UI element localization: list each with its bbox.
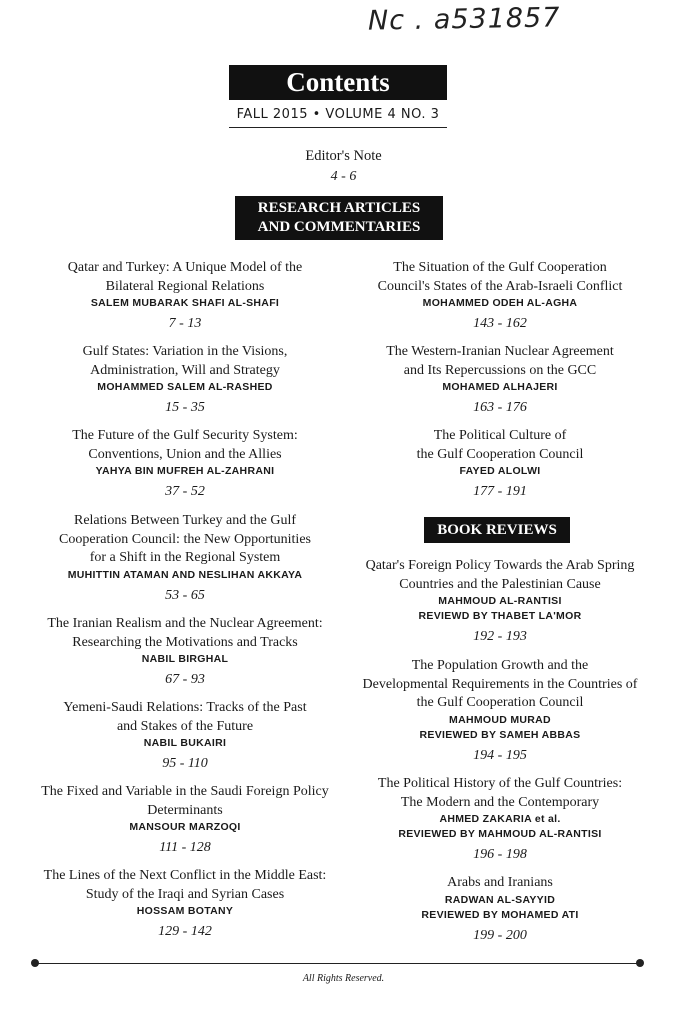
toc-entry	[345, 557, 655, 646]
entry-pages: 177 - 191	[473, 484, 527, 499]
entry-author: MOHAMMED SALEM AL-RASHED	[97, 381, 273, 393]
entry-title-line: Study of the Iraqi and Syrian Cases	[85, 886, 285, 902]
toc-entry	[30, 259, 340, 333]
toc-entry	[30, 615, 340, 689]
entry-author: MUHITTIN ATAMAN AND NESLIHAN AKKAYA	[67, 568, 303, 581]
book-reviews-header: BOOK REVIEWS	[424, 517, 570, 543]
entry-author: MOHAMED ALHAJERI	[442, 381, 558, 393]
entry-pages: 111 - 128	[159, 840, 211, 855]
entry-author: SALEM MUBARAK SHAFI AL-SHAFI	[90, 297, 280, 309]
entry-title-line: The Population Growth and the	[411, 658, 589, 673]
entry-title-line: Relations Between Turkey and the Gulf	[73, 513, 297, 528]
toc-entry	[30, 699, 340, 773]
entry-reviewer: REVIEWED BY MOHAMED ATI	[421, 908, 579, 921]
entry-pages: 192 - 193	[473, 629, 527, 644]
entry-title-line: The Political History of the Gulf Countries:	[377, 776, 623, 791]
entry-title-line: The Western-Iranian Nuclear Agreement	[386, 344, 614, 359]
entry-title-line: and Its Repercussions on the GCC	[403, 362, 597, 378]
entry-title-line: The Political Culture of	[433, 428, 567, 443]
entry-title-line: for a Shift in the Regional System	[89, 550, 281, 565]
editors-note-title: Editor's Note	[305, 148, 382, 164]
entry-title-line: The Future of the Gulf Security System:	[72, 428, 298, 443]
entry-title-line: The Modern and the Contemporary	[400, 794, 600, 810]
toc-entry	[30, 783, 340, 857]
entry-title-line: Developmental Requirements in the Countries of	[362, 676, 638, 692]
entry-reviewer: REVIEWD BY THABET LA'MOR	[418, 610, 582, 622]
entry-author: RADWAN AL-SAYYID	[444, 893, 556, 906]
footer-divider	[34, 963, 640, 964]
handwritten-catalog-number: Nc . a531857	[367, 2, 561, 37]
entry-pages: 143 - 162	[473, 316, 527, 331]
entry-title-line: Countries and the Palestinian Cause	[399, 576, 601, 592]
research-section-header	[235, 196, 443, 240]
entry-title-line: The Fixed and Variable in the Saudi Foreign Policy	[41, 784, 329, 799]
entry-pages: 7 - 13	[168, 316, 202, 331]
entry-title-line: Conventions, Union and the Allies	[88, 446, 282, 462]
entry-pages: 129 - 142	[158, 924, 212, 939]
entry-author: NABIL BUKAIRI	[143, 737, 227, 749]
entry-pages: 194 - 195	[473, 747, 527, 763]
entry-pages: 95 - 110	[162, 756, 208, 771]
toc-entry	[30, 512, 340, 605]
divider-dot-left	[31, 959, 39, 967]
entry-author: MAHMOUD AL-RANTISI	[438, 595, 562, 607]
entry-title-line: Cooperation Council: the New Opportunities	[59, 531, 311, 547]
entry-author: HOSSAM BOTANY	[136, 905, 234, 917]
contents-title: Contents	[229, 65, 447, 100]
entry-pages: 199 - 200	[473, 927, 527, 943]
research-section-line1: RESEARCH ARTICLES	[257, 200, 421, 216]
toc-entry	[345, 259, 655, 333]
entry-author: MAHMOUD MURAD	[449, 713, 551, 726]
divider-dot-right	[636, 959, 644, 967]
entry-pages: 163 - 176	[473, 400, 527, 415]
research-section-line2: AND COMMENTARIES	[257, 219, 421, 235]
entry-title-line: the Gulf Cooperation Council	[416, 446, 584, 462]
entry-title-line: Qatar and Turkey: A Unique Model of the	[67, 260, 303, 275]
toc-entry	[345, 657, 655, 765]
toc-entry	[30, 427, 340, 501]
toc-entry	[30, 343, 340, 417]
entry-title-line: The Situation of the Gulf Cooperation	[393, 260, 607, 275]
entry-reviewer: REVIEWED BY MAHMOUD AL-RANTISI	[398, 828, 602, 840]
rights-notice: All Rights Reserved.	[302, 973, 385, 984]
editors-note-pages: 4 - 6	[330, 169, 357, 184]
entry-title-line: The Lines of the Next Conflict in the Middle East:	[43, 868, 327, 883]
entry-title-line: Arabs and Iranians	[447, 875, 553, 890]
entry-author: MANSOUR MARZOQI	[129, 821, 241, 833]
toc-entry	[345, 427, 655, 501]
entry-pages: 15 - 35	[165, 400, 205, 415]
entry-pages: 196 - 198	[473, 847, 527, 862]
entry-author: MOHAMMED ODEH AL-AGHA	[422, 297, 578, 309]
toc-entry	[345, 343, 655, 417]
entry-author: FAYED ALOLWI	[459, 465, 541, 477]
entry-title-line: the Gulf Cooperation Council	[416, 695, 584, 710]
entry-pages: 37 - 52	[165, 484, 205, 499]
entry-pages: 53 - 65	[165, 587, 205, 603]
entry-title-line: Qatar's Foreign Policy Towards the Arab Spring	[365, 558, 635, 573]
entry-author: NABIL BIRGHAL	[141, 653, 229, 665]
entry-author: YAHYA BIN MUFREH AL-ZAHRANI	[95, 465, 275, 477]
entry-title-line: Researching the Motivations and Tracks	[72, 634, 298, 650]
entry-pages: 67 - 93	[165, 672, 205, 687]
entry-title-line: Bilateral Regional Relations	[105, 278, 265, 294]
issue-info: FALL 2015 • VOLUME 4 NO. 3	[229, 101, 447, 128]
toc-entry	[345, 874, 655, 945]
toc-entry	[345, 775, 655, 864]
entry-title-line: The Iranian Realism and the Nuclear Agreement:	[47, 616, 323, 631]
entry-title-line: and Stakes of the Future	[116, 718, 254, 734]
entry-title-line: Yemeni-Saudi Relations: Tracks of the Past	[63, 700, 307, 715]
entry-reviewer: REVIEWED BY SAMEH ABBAS	[419, 728, 581, 741]
entry-author: AHMED ZAKARIA et al.	[439, 813, 561, 825]
entry-title-line: Gulf States: Variation in the Visions,	[82, 344, 288, 359]
toc-entry	[30, 867, 340, 941]
entry-title-line: Determinants	[147, 802, 223, 818]
entry-title-line: Council's States of the Arab-Israeli Conflict	[377, 278, 623, 294]
entry-title-line: Administration, Will and Strategy	[90, 362, 280, 378]
